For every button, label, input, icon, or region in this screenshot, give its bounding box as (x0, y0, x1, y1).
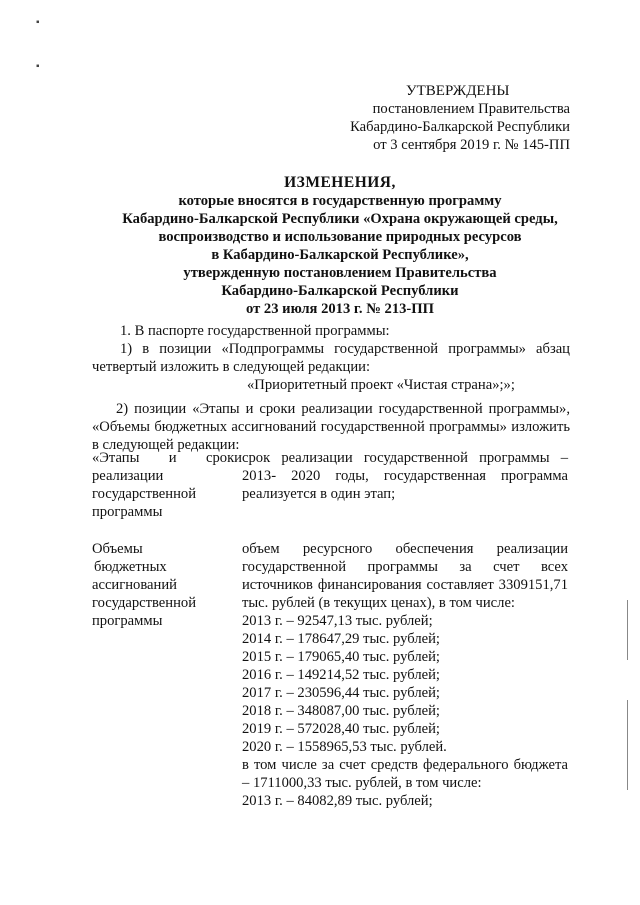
row-value: срок реализации государственной программы – 2013- 2020 годы, государственная программа реализуется в один этап; (242, 450, 568, 502)
budget-year-item: 2014 г. – 178647,29 тыс. рублей; (242, 631, 440, 647)
scan-edge-line (627, 600, 628, 660)
heading-line: Кабардино-Балкарской Республики «Охрана окружающей среды, (122, 211, 558, 227)
budget-year-item: 2016 г. – 149214,52 тыс. рублей; (242, 667, 440, 683)
document-heading (70, 174, 610, 318)
paragraph-item-1: 1. В паспорте государственной программы: (120, 323, 390, 339)
budget-year-item: 2017 г. – 230596,44 тыс. рублей; (242, 685, 440, 701)
label-line: «Этапы и сроки (92, 450, 242, 466)
label-line: программы (92, 504, 163, 520)
budget-year-item: 2019 г. – 572028,40 тыс. рублей; (242, 721, 440, 737)
heading-line: в Кабардино-Балкарской Республике», (211, 247, 469, 263)
budget-year-item: 2015 г. – 179065,40 тыс. рублей; (242, 649, 440, 665)
approval-line: Кабардино-Балкарской Республики (350, 119, 570, 135)
budget-intro: объем ресурсного обеспечения реализации государственной программы за счет всех источников финансирования составляет 3309151,71 тыс. рублей (в текущих ценах), в том числе: (242, 541, 568, 611)
label-line: реализации (92, 468, 164, 484)
paragraph-item-1-1: 1) в позиции «Подпрограммы государственной программы» абзац четвертый изложить в следующей редакции: (92, 341, 570, 375)
approval-line: постановлением Правительства (372, 101, 570, 117)
approval-title: УТВЕРЖДЕНЫ (406, 83, 510, 99)
heading-line: от 23 июля 2013 г. № 213-ПП (246, 301, 434, 317)
quoted-text: «Приоритетный проект «Чистая страна»;»; (247, 377, 515, 393)
budget-federal-year: 2013 г. – 84082,89 тыс. рублей; (242, 793, 433, 809)
heading-line: которые вносятся в государственную программу (178, 193, 502, 209)
row-label (92, 449, 242, 521)
scan-mark: ▪ (36, 17, 40, 28)
paragraph-item-1-2: 2) позиции «Этапы и сроки реализации государственной программы», «Объемы бюджетных ассигнований государственной программы» изложить в следующей редакции: (92, 401, 570, 453)
heading-line: воспроизводство и использование природных ресурсов (158, 229, 522, 245)
budget-year-item: 2013 г. – 92547,13 тыс. рублей; (242, 613, 433, 629)
row-label (92, 540, 242, 810)
budget-years-list (242, 612, 568, 756)
heading-title: ИЗМЕНЕНИЯ, (284, 174, 396, 191)
budget-year-item: 2020 г. – 1558965,53 тыс. рублей. (242, 739, 447, 755)
label-line: ассигнований (92, 577, 177, 593)
budget-year-item: 2018 г. – 348087,00 тыс. рублей; (242, 703, 440, 719)
passport-stage-row (92, 449, 568, 521)
approval-line: от 3 сентября 2019 г. № 145-ПП (373, 137, 570, 153)
budget-federal: в том числе за счет средств федерального бюджета – 1711000,33 тыс. рублей, в том числе: (242, 757, 568, 791)
label-line: Объемы (92, 541, 143, 557)
scan-mark: ▪ (36, 61, 40, 72)
approval-block (340, 82, 570, 154)
label-line: бюджетных (94, 559, 167, 575)
label-line: государственной (92, 595, 197, 611)
label-line: государственной (92, 486, 197, 502)
heading-line: Кабардино-Балкарской Республики (221, 283, 459, 299)
scan-edge-line (627, 700, 628, 790)
document-body (92, 322, 570, 454)
label-line: программы (92, 613, 163, 629)
row-value (242, 540, 568, 810)
passport-budget-row (92, 540, 568, 810)
heading-line: утвержденную постановлением Правительства (183, 265, 497, 281)
